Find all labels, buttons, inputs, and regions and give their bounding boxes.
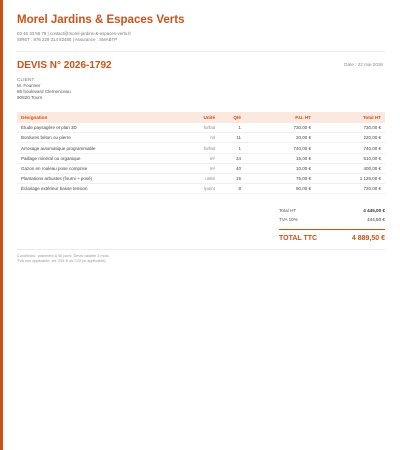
totals-block — [279, 206, 385, 242]
cell-qty: 8 — [219, 183, 245, 193]
cell-designation: Bordures béton ou pierre — [17, 133, 167, 143]
cell-unit: unité — [167, 173, 219, 183]
contact-line-2: SIRET : 876 229 314 82480 | Assurance : SMABTP — [17, 37, 118, 43]
header-unit-price: P.U. HT — [295, 114, 311, 120]
cell-unit: m² — [167, 153, 219, 163]
table-row — [17, 173, 385, 183]
total-ht-label: Total HT — [279, 207, 297, 213]
tva-row — [279, 215, 385, 224]
footer-notes — [17, 254, 385, 264]
header-designation: Désignation — [21, 114, 48, 120]
cell-designation: Paillage minéral ou organique — [17, 153, 167, 163]
accent-bar — [0, 0, 3, 450]
cell-designation: Arrosage automatique programmable — [17, 143, 167, 153]
cell-unit-price: 10,00 € — [245, 163, 315, 173]
cell-unit-price: 90,00 € — [245, 183, 315, 193]
cell-qty: 1 — [219, 123, 245, 133]
footer-line-1: Conditions : paiement à 30 jours. Devis valable 3 mois. — [17, 253, 110, 258]
quote-document — [17, 14, 385, 264]
cell-designation: Étude paysagère et plan 3D — [17, 123, 167, 133]
cell-total: 510,00 € — [315, 153, 385, 163]
client-name: M. Fournier — [17, 82, 41, 88]
client-block — [17, 77, 385, 102]
table-row — [17, 183, 385, 193]
total-ht-row — [279, 206, 385, 215]
total-ttc-row — [279, 229, 385, 242]
cell-qty: 34 — [219, 153, 245, 163]
tva-label: TVA 10% — [279, 216, 298, 222]
client-address: 85 boulevard Clemenceau — [17, 89, 71, 95]
cell-designation: Plantations arbustes (fourni + posé) — [17, 173, 167, 183]
document-title: DEVIS N° 2026-1792 — [17, 59, 112, 71]
client-label: CLIENT — [17, 76, 35, 82]
client-city: 90820 Tours — [17, 95, 43, 101]
contact-line-1: 03 46 33 56 78 | contact@morel-jardins-&-espaces-verts.fr — [17, 31, 131, 36]
header-qty: Qté — [233, 114, 241, 120]
quote-table — [17, 112, 385, 194]
cell-qty: 11 — [219, 133, 245, 143]
header-divider — [17, 51, 385, 52]
cell-unit-price: 740,00 € — [245, 143, 315, 153]
cell-total: 220,00 € — [315, 133, 385, 143]
total-ttc-label: TOTAL TTC — [279, 234, 318, 242]
cell-unit-price: 20,00 € — [245, 133, 315, 143]
total-ttc-value: 4 889,50 € — [351, 234, 385, 242]
cell-total: 400,00 € — [315, 163, 385, 173]
cell-unit: forfait — [167, 143, 219, 153]
table-row — [17, 133, 385, 143]
cell-unit-price: 730,00 € — [245, 123, 315, 133]
cell-qty: 1 — [219, 143, 245, 153]
cell-qty: 40 — [219, 163, 245, 173]
cell-designation: Gazon en rouleau pose comprise — [17, 163, 167, 173]
footer-divider — [17, 249, 385, 250]
cell-total: 720,00 € — [315, 183, 385, 193]
cell-unit: forfait — [167, 123, 219, 133]
cell-total: 1 125,00 € — [315, 173, 385, 183]
cell-designation: Éclairage extérieur basse tension — [17, 183, 167, 193]
table-header-row — [17, 112, 385, 123]
header-total: Total HT — [362, 114, 381, 120]
table-row — [17, 143, 385, 153]
cell-unit: m² — [167, 163, 219, 173]
table-row — [17, 153, 385, 163]
total-ht-value: 4 445,00 € — [363, 207, 385, 213]
document-date: Date : 22 mai 2026 — [344, 61, 383, 67]
cell-qty: 15 — [219, 173, 245, 183]
tva-value: 444,50 € — [367, 216, 385, 222]
company-contact — [17, 31, 385, 44]
cell-unit-price: 75,00 € — [245, 173, 315, 183]
table-row — [17, 123, 385, 133]
cell-unit: ml — [167, 133, 219, 143]
header-unit: Unité — [203, 114, 215, 120]
title-row — [17, 60, 385, 75]
cell-total: 730,00 € — [315, 123, 385, 133]
company-name: Morel Jardins & Espaces Verts — [17, 14, 185, 26]
cell-unit: lpoint — [167, 183, 219, 193]
footer-line-2: TVA non applicable, art. 293 B du CGI (si applicable). — [17, 258, 107, 263]
cell-total: 740,00 € — [315, 143, 385, 153]
cell-unit-price: 15,00 € — [245, 153, 315, 163]
table-row — [17, 163, 385, 173]
